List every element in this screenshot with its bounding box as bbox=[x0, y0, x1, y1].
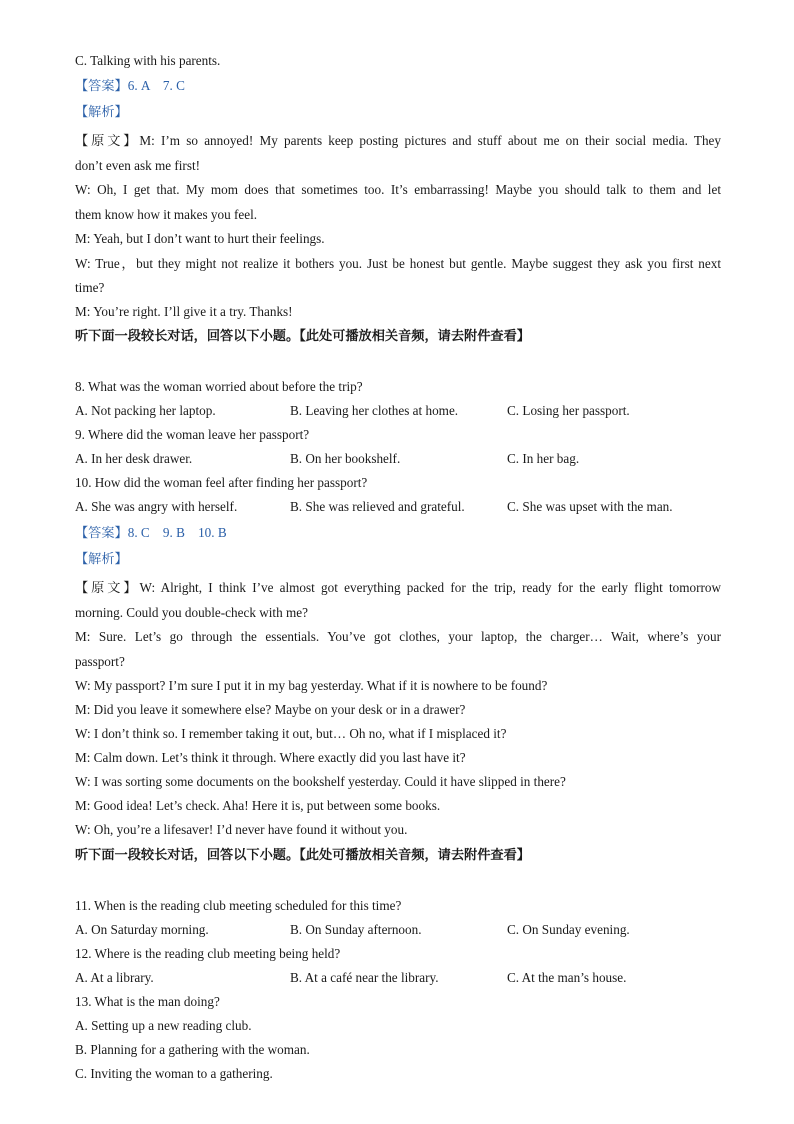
transcript-line: W: I don’t think so. I remember taking it out, but… Oh no, what if I misplaced it? bbox=[75, 726, 507, 741]
answer-8-10: 【答案】8. C 9. B 10. B bbox=[75, 525, 227, 540]
analysis-heading: 【解析】 bbox=[75, 104, 128, 119]
option-a: A. Not packing her laptop. bbox=[75, 403, 216, 418]
analysis-heading: 【解析】 bbox=[75, 551, 128, 566]
transcript-line: W: I was sorting some documents on the bookshelf yesterday. Could it have slipped in there? bbox=[75, 774, 566, 789]
option-b: B. She was relieved and grateful. bbox=[290, 499, 465, 514]
transcript-line: W: Oh, you’re a lifesaver! I’d never have found it without you. bbox=[75, 822, 408, 837]
transcript-line: W: My passport? I’m sure I put it in my bag yesterday. What if it is nowhere to be found? bbox=[75, 678, 548, 693]
transcript-line: them know how it makes you feel. bbox=[75, 207, 258, 222]
transcript-line: M: Good idea! Let’s check. Aha! Here it is, put between some books. bbox=[75, 798, 441, 813]
option-b: B. At a café near the library. bbox=[290, 970, 439, 985]
transcript-line: M: Did you leave it somewhere else? Maybe on your desk or in a drawer? bbox=[75, 702, 466, 717]
answer-6-7: 【答案】6. A 7. C bbox=[75, 78, 185, 93]
transcript-line: M: Calm down. Let’s think it through. Where exactly did you last have it? bbox=[75, 750, 466, 765]
transcript-line: time? bbox=[75, 280, 105, 295]
option-a: A. She was angry with herself. bbox=[75, 499, 238, 514]
transcript-line: W: Oh, I get that. My mom does that sometimes too. It’s embarrassing! Maybe you should talk to them and let bbox=[75, 182, 721, 197]
option-c: C. Losing her passport. bbox=[507, 403, 630, 418]
option-c: C. At the man’s house. bbox=[507, 970, 627, 985]
question-11: 11. When is the reading club meeting scheduled for this time? bbox=[75, 898, 402, 913]
q5-option-c: C. Talking with his parents. bbox=[75, 53, 221, 68]
transcript-line: M: Sure. Let’s go through the essentials. You’ve got clothes, your laptop, the charger… Wait, where’s your bbox=[75, 629, 721, 644]
question-9: 9. Where did the woman leave her passport? bbox=[75, 427, 310, 442]
transcript-line: W: True，but they might not realize it bothers you. Just be honest but gentle. Maybe suggest they ask you first next bbox=[75, 256, 721, 271]
question-13-option-b: B. Planning for a gathering with the woman. bbox=[75, 1042, 310, 1057]
option-b: B. Leaving her clothes at home. bbox=[290, 403, 459, 418]
option-c: C. On Sunday evening. bbox=[507, 922, 630, 937]
question-13-option-c: C. Inviting the woman to a gathering. bbox=[75, 1066, 273, 1081]
transcript-line: passport? bbox=[75, 654, 125, 669]
transcript-line: don’t even ask me first! bbox=[75, 158, 201, 173]
transcript-line: 【原文】W: Alright, I think I’ve almost got everything packed for the trip, ready for the early flight tomorrow bbox=[75, 580, 721, 595]
listening-instruction: 听下面一段较长对话，回答以下小题。【此处可播放相关音频，请去附件查看】 bbox=[75, 847, 530, 862]
question-13-option-a: A. Setting up a new reading club. bbox=[75, 1018, 252, 1033]
question-8: 8. What was the woman worried about before the trip? bbox=[75, 379, 363, 394]
question-12: 12. Where is the reading club meeting being held? bbox=[75, 946, 341, 961]
option-c: C. In her bag. bbox=[507, 451, 580, 466]
transcript-line: 【原文】M: I’m so annoyed! My parents keep posting pictures and stuff about me on their social media. They bbox=[75, 133, 721, 148]
transcript-line: M: Yeah, but I don’t want to hurt their feelings. bbox=[75, 231, 325, 246]
option-b: B. On Sunday afternoon. bbox=[290, 922, 422, 937]
option-a: A. In her desk drawer. bbox=[75, 451, 193, 466]
transcript-line: morning. Could you double-check with me? bbox=[75, 605, 308, 620]
option-a: A. On Saturday morning. bbox=[75, 922, 209, 937]
question-13: 13. What is the man doing? bbox=[75, 994, 220, 1009]
listening-instruction: 听下面一段较长对话，回答以下小题。【此处可播放相关音频，请去附件查看】 bbox=[75, 328, 530, 343]
option-b: B. On her bookshelf. bbox=[290, 451, 401, 466]
option-c: C. She was upset with the man. bbox=[507, 499, 673, 514]
option-a: A. At a library. bbox=[75, 970, 154, 985]
question-10: 10. How did the woman feel after finding her passport? bbox=[75, 475, 368, 490]
transcript-line: M: You’re right. I’ll give it a try. Thanks! bbox=[75, 304, 293, 319]
